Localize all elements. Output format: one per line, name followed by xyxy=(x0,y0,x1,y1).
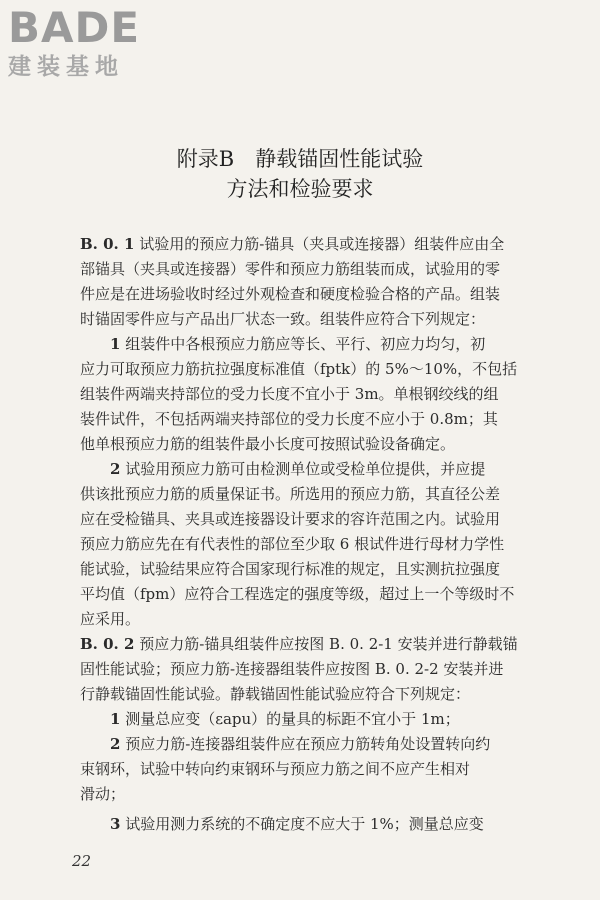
text-line xyxy=(80,534,530,554)
text-line xyxy=(80,334,560,354)
clause-number: 1 xyxy=(110,710,121,728)
text-line xyxy=(80,684,530,704)
line-text: 件应是在进场验收时经过外观检查和硬度检验合格的产品。组装 xyxy=(80,285,501,303)
text-line xyxy=(80,559,530,579)
text-line xyxy=(80,609,530,629)
text-line xyxy=(80,384,530,404)
text-line xyxy=(80,234,530,254)
text-line xyxy=(80,284,530,304)
line-text: 束钢环，试验中转向约束钢环与预应力筋之间不应产生相对 xyxy=(80,760,471,778)
line-text: 装件试件，不包括两端夹持部位的受力长度不应小于 0.8m；其 xyxy=(80,410,498,428)
clause-number: B. 0. 2 xyxy=(80,635,135,653)
text-line xyxy=(80,814,560,834)
clause-number: 3 xyxy=(110,815,121,833)
clause-number: 2 xyxy=(110,735,121,753)
line-text: 固性能试验；预应力筋-连接器组装件应按图 B. 0. 2-2 安装并进 xyxy=(80,660,504,678)
text-line xyxy=(80,709,560,729)
text-line xyxy=(80,509,530,529)
text-line xyxy=(80,409,530,429)
text-line xyxy=(80,759,530,779)
text-line xyxy=(80,784,530,804)
appendix-subtitle: 方法和检验要求 xyxy=(226,177,374,201)
line-text: 滑动； xyxy=(80,785,126,803)
line-text: 组装件中各根预应力筋应等长、平行、初应力均匀，初 xyxy=(120,335,486,353)
logo-subtitle: 建装基地 xyxy=(8,54,124,80)
text-line xyxy=(80,659,530,679)
line-text: 应在受检锚具、夹具或连接器设计要求的容许范围之内。试验用 xyxy=(80,510,501,528)
clause-number: B. 0. 1 xyxy=(80,235,135,253)
line-text: 预应力筋-连接器组装件应在预应力筋转角处设置转向约 xyxy=(120,735,491,753)
text-line xyxy=(80,634,530,654)
line-text: 试验用的预应力筋-锚具（夹具或连接器）组装件应由全 xyxy=(134,235,505,253)
line-text: 部锚具（夹具或连接器）零件和预应力筋组装而成，试验用的零 xyxy=(80,260,501,278)
clause-number: 1 xyxy=(110,335,121,353)
line-text: 供该批预应力筋的质量保证书。所选用的预应力筋，其直径公差 xyxy=(80,485,501,503)
line-text: 他单根预应力筋的组装件最小长度可按照试验设备确定。 xyxy=(80,435,456,453)
line-text: 应力可取预应力筋抗拉强度标准值（fptk）的 5%～10%，不包括 xyxy=(80,360,518,378)
line-text: 平均值（fpm）应符合工程选定的强度等级，超过上一个等级时不 xyxy=(80,585,515,603)
line-text: 预应力筋-锚具组装件应按图 B. 0. 2-1 安装并进行静载锚 xyxy=(134,635,518,653)
line-text: 能试验，试验结果应符合国家现行标准的规定，且实测抗拉强度 xyxy=(80,560,501,578)
page-number: 22 xyxy=(72,852,92,870)
text-line xyxy=(80,259,530,279)
text-line xyxy=(80,584,530,604)
appendix-title: 附录B 静载锚固性能试验 xyxy=(176,147,424,171)
text-line xyxy=(80,434,530,454)
line-text: 行静载锚固性能试验。静载锚固性能试验应符合下列规定： xyxy=(80,685,471,703)
line-text: 测量总应变（εapu）的量具的标距不宜小于 1m； xyxy=(120,710,460,728)
text-line xyxy=(80,484,530,504)
line-text: 试验用预应力筋可由检测单位或受检单位提供，并应提 xyxy=(120,460,486,478)
text-line xyxy=(80,359,530,379)
line-text: 组装件两端夹持部位的受力长度不宜小于 3m。单根钢绞线的组 xyxy=(80,385,499,403)
line-text: 试验用测力系统的不确定度不应大于 1%；测量总应变 xyxy=(120,815,484,833)
logo-wordmark: BADE xyxy=(8,3,141,52)
line-text: 应采用。 xyxy=(80,610,141,628)
text-line xyxy=(80,734,560,754)
text-line xyxy=(80,309,530,329)
line-text: 时锚固零件应与产品出厂状态一致。组装件应符合下列规定： xyxy=(80,310,486,328)
bade-logo xyxy=(8,3,178,92)
clause-number: 2 xyxy=(110,460,121,478)
line-text: 预应力筋应先在有代表性的部位至少取 6 根试件进行母材力学性 xyxy=(80,535,505,553)
text-line xyxy=(80,459,560,479)
